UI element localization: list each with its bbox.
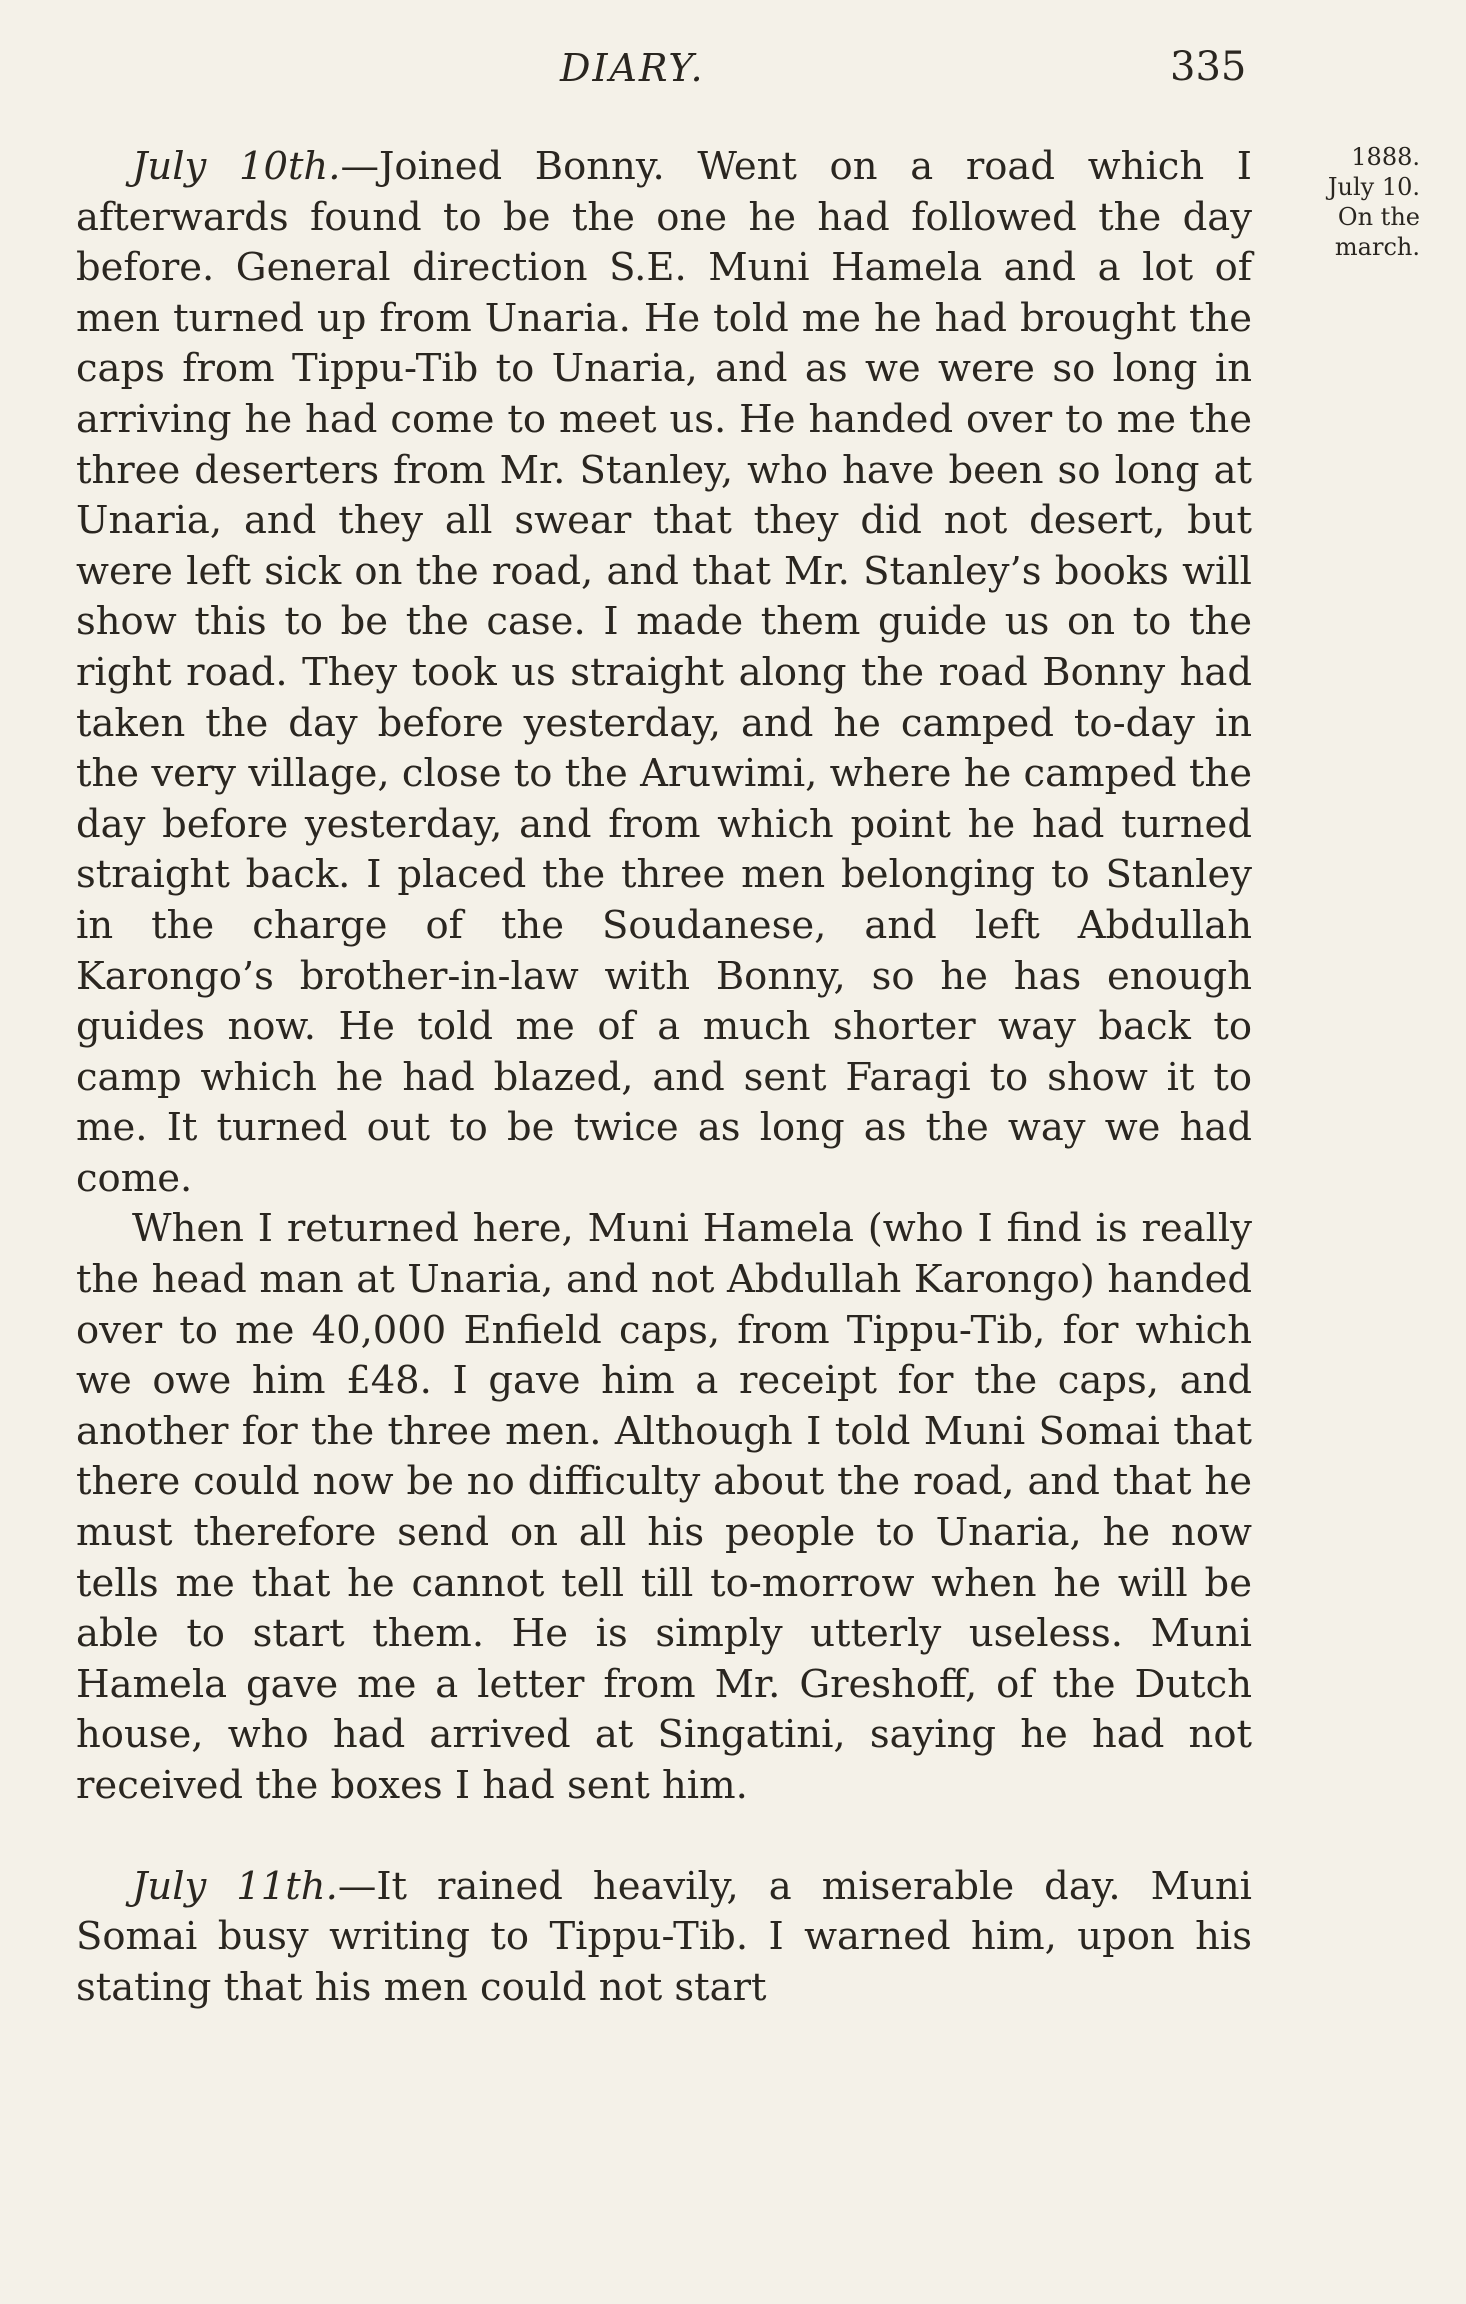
entry-july-10-paragraph-2: When I returned here, Muni Hamela (who I find is really the head man at Unaria, and not Abdullah Karongo) handed over to me 40,000 Enfield caps, from Tippu-Tib, for which we owe him £48. I gave him a receipt for the caps, and another for the three men. Although I told Muni Somai that there could now be no difficulty about the road, and that he must therefore send on all his people to Unaria, he now tells me that he cannot tell till to-morrow when he will be able to start them. He is simply utterly useless. Muni Hamela gave me a letter from Mr. Greshoff, of the Dutch house, who had arrived at Singatini, saying he had not received the boxes I had sent him. <box>76 1206 1252 1808</box>
entry-july-11 <box>76 1862 1252 2014</box>
entry-text: —It rained heavily, a miserable day. Muni Somai busy writing to Tippu-Tib. I warned him, upon his stating that his men could not start <box>76 1863 1252 2010</box>
entry-text: —Joined Bonny. Went on a road which I afterwards found to be the one he had followed the day before. General direction S.E. Muni Hamela and a lot of men turned up from Unaria. He told me he had brought the caps from Tippu-Tib to Unaria, and as we were so long in arriving he had come to meet us. He handed over to me the three deserters from Mr. Stanley, who have been so long at Unaria, and they all swear that they did not desert, but were left sick on the road, and that Mr. Stanley’s books will show this to be the case. I made them guide us on to the right road. They took us straight along the road Bonny had taken the day before yesterday, and he camped to-day in the very village, close to the Aruwimi, where he camped the day before yesterday, and from which point he had turned straight back. I placed the three men belonging to Stanley in the charge of the Soudanese, and left Abdullah Karongo’s brother-in-law with Bonny, so he has enough guides now. He told me of a much shorter way back to camp which he had blazed, and sent Faragi to show it to me. It turned out to be twice as long as the way we had come. <box>76 144 1252 1201</box>
margin-year: 1888. <box>1351 143 1420 171</box>
diary-text <box>76 142 1252 2013</box>
page-number: 335 <box>1170 44 1247 90</box>
margin-line-1: On the <box>1337 203 1420 231</box>
entry-july-10 <box>76 142 1252 1204</box>
entry-date: July 10th. <box>132 144 341 189</box>
margin-line-2: march. <box>1334 233 1420 261</box>
running-head: DIARY. <box>560 46 705 90</box>
margin-date: July 10. <box>1327 173 1420 201</box>
entry-date: July 11th. <box>132 1863 338 1909</box>
margin-note <box>1290 142 1420 262</box>
